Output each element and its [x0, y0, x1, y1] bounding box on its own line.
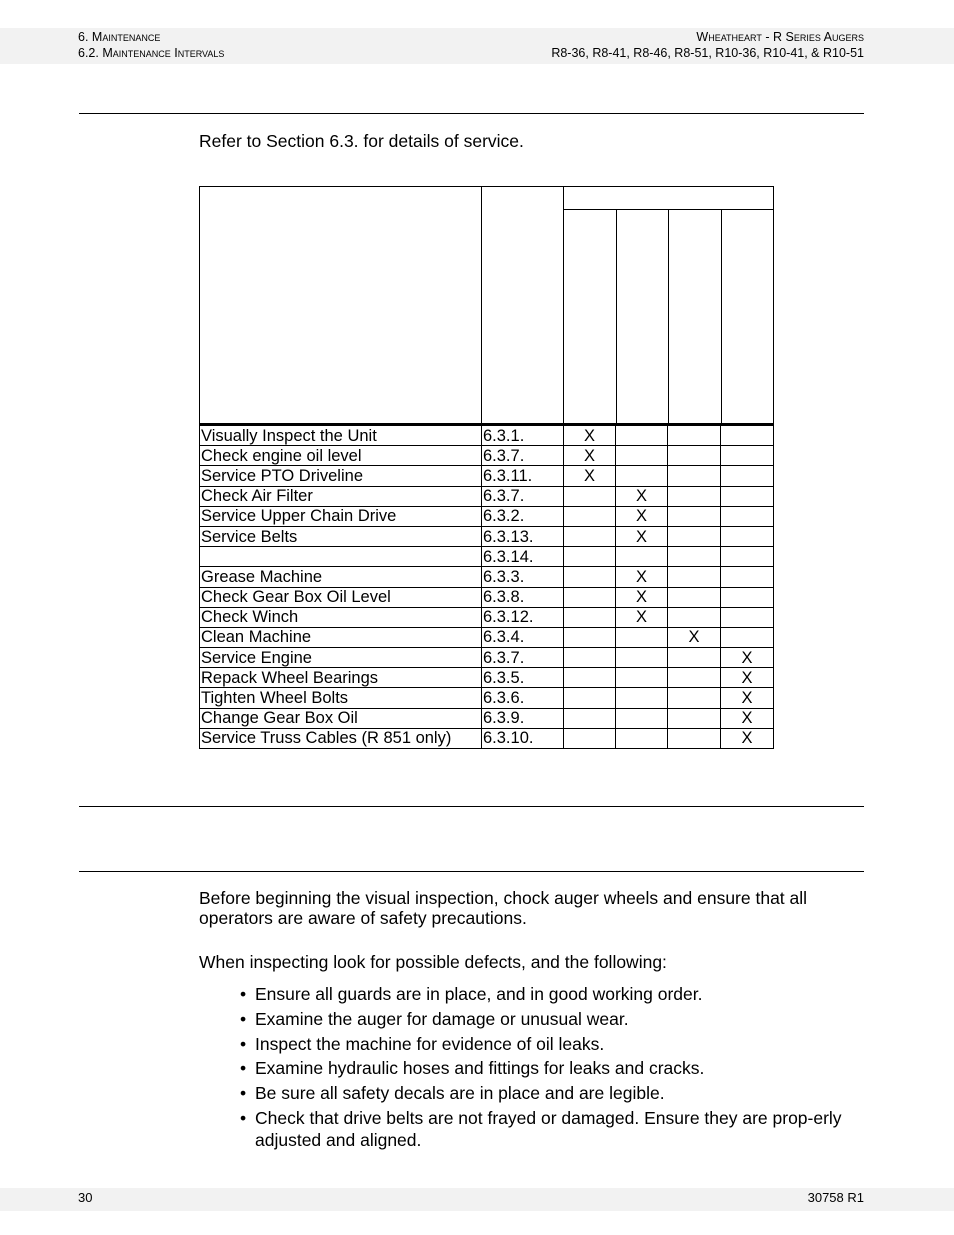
task-cell: Service PTO Driveline [200, 466, 482, 486]
interval-1-cell [564, 506, 616, 526]
bullet-icon: • [240, 1058, 247, 1079]
interval-4-cell [721, 567, 774, 587]
interval-3-cell [668, 425, 721, 446]
interval-1-cell: X [564, 446, 616, 466]
task-cell: Service Engine [200, 648, 482, 668]
header-product [551, 29, 864, 61]
section-ref-cell: 6.3.10. [482, 728, 564, 748]
section-ref-cell: 6.3.12. [482, 607, 564, 627]
section-ref-cell: 6.3.13. [482, 526, 564, 546]
interval-4-cell [721, 506, 774, 526]
task-cell [200, 547, 482, 567]
list-item [238, 983, 855, 1005]
list-item-text: Examine hydraulic hoses and fittings for leaks and cracks. [255, 1058, 705, 1079]
task-cell: Check Winch [200, 607, 482, 627]
interval-2-cell: X [616, 587, 668, 607]
interval-3-cell [668, 708, 721, 728]
interval-2-cell [616, 547, 668, 567]
list-item [238, 1033, 855, 1055]
interval-4-cell: X [721, 688, 774, 708]
task-cell: Repack Wheel Bearings [200, 668, 482, 688]
interval-3-cell [668, 688, 721, 708]
table-row [200, 627, 774, 647]
section-ref-cell: 6.3.9. [482, 708, 564, 728]
interval-4-cell [721, 486, 774, 506]
section-header-cell [482, 187, 564, 425]
bullet-icon: • [240, 1083, 247, 1104]
interval-2-cell [616, 627, 668, 647]
bullet-icon: • [240, 1008, 247, 1029]
interval-1-cell [564, 668, 616, 688]
inspection-intro: Before beginning the visual inspection, chock auger wheels and ensure that all operators are aware of safety precautions. [199, 888, 808, 928]
schedule-body [200, 425, 774, 749]
table-row [200, 425, 774, 446]
table-row [200, 547, 774, 567]
task-cell: Tighten Wheel Bolts [200, 688, 482, 708]
list-item-text: Check that drive belts are not frayed or damaged. Ensure they are prop-erly adjusted and aligned. [255, 1107, 842, 1150]
table-row [200, 446, 774, 466]
interval-1-cell [564, 728, 616, 748]
section-ref-cell: 6.3.5. [482, 668, 564, 688]
table-header-row [200, 187, 774, 425]
section-ref-cell: 6.3.7. [482, 446, 564, 466]
section-ref-cell: 6.3.7. [482, 486, 564, 506]
product-title: Wheatheart - R Series Augers [696, 30, 864, 44]
interval-4-cell [721, 627, 774, 647]
bullet-icon: • [240, 1033, 247, 1054]
product-models: R8-36, R8-41, R8-46, R8-51, R10-36, R10-41, & R10-51 [551, 46, 864, 60]
section-ref-cell: 6.3.1. [482, 425, 564, 446]
interval-3-cell [668, 526, 721, 546]
list-item [238, 1057, 855, 1079]
section-ref-cell: 6.3.4. [482, 627, 564, 647]
interval-3-cell [668, 648, 721, 668]
inspection-checklist [238, 983, 855, 1154]
interval-1-cell [564, 708, 616, 728]
interval-4-cell [721, 607, 774, 627]
interval-2-cell [616, 648, 668, 668]
task-cell: Service Belts [200, 526, 482, 546]
table-row [200, 567, 774, 587]
task-cell: Visually Inspect the Unit [200, 425, 482, 446]
list-item-text: Be sure all safety decals are in place and are legible. [255, 1083, 665, 1104]
interval-3-cell [668, 446, 721, 466]
interval-1-cell [564, 607, 616, 627]
frequency-header-cell [564, 187, 774, 425]
interval-4-cell [721, 446, 774, 466]
interval-2-cell [616, 688, 668, 708]
intro-text: Refer to Section 6.3. for details of service. [199, 131, 524, 151]
section-ref-cell: 6.3.14. [482, 547, 564, 567]
section-ref-cell: 6.3.3. [482, 567, 564, 587]
interval-4-cell [721, 526, 774, 546]
table-row [200, 728, 774, 748]
interval-2-cell: X [616, 506, 668, 526]
table-row [200, 526, 774, 546]
interval-2-cell: X [616, 486, 668, 506]
interval-2-cell: X [616, 526, 668, 546]
task-cell: Change Gear Box Oil [200, 708, 482, 728]
interval-1-cell: X [564, 466, 616, 486]
frequency-col-3 [668, 210, 721, 423]
table-row [200, 708, 774, 728]
interval-3-cell [668, 607, 721, 627]
interval-1-cell [564, 648, 616, 668]
section-ref-cell: 6.3.6. [482, 688, 564, 708]
table-row [200, 506, 774, 526]
interval-1-cell [564, 688, 616, 708]
interval-4-cell [721, 466, 774, 486]
task-cell: Check Gear Box Oil Level [200, 587, 482, 607]
interval-2-cell [616, 708, 668, 728]
list-item-text: Inspect the machine for evidence of oil leaks. [255, 1033, 605, 1054]
section-heading: 6. Maintenance [78, 30, 161, 44]
section-ref-cell: 6.3.7. [482, 648, 564, 668]
inspection-lead: When inspecting look for possible defects, and the following: [199, 952, 667, 972]
table-row [200, 486, 774, 506]
interval-3-cell: X [668, 627, 721, 647]
section-rule [79, 113, 864, 114]
bullet-icon: • [240, 984, 247, 1004]
interval-2-cell: X [616, 607, 668, 627]
interval-2-cell [616, 446, 668, 466]
interval-3-cell [668, 567, 721, 587]
interval-3-cell [668, 486, 721, 506]
frequency-col-4 [721, 210, 774, 423]
task-cell: Grease Machine [200, 567, 482, 587]
interval-2-cell [616, 728, 668, 748]
interval-2-cell [616, 466, 668, 486]
interval-2-cell [616, 668, 668, 688]
interval-1-cell [564, 627, 616, 647]
frequency-col-1 [564, 210, 616, 423]
section-ref-cell: 6.3.11. [482, 466, 564, 486]
interval-4-cell: X [721, 728, 774, 748]
section-rule-3 [79, 871, 864, 872]
task-cell: Service Upper Chain Drive [200, 506, 482, 526]
interval-3-cell [668, 587, 721, 607]
list-item-text: Examine the auger for damage or unusual wear. [255, 1008, 629, 1029]
task-cell: Check engine oil level [200, 446, 482, 466]
interval-4-cell [721, 425, 774, 446]
list-item [238, 1008, 855, 1030]
interval-2-cell: X [616, 567, 668, 587]
list-item [238, 1107, 855, 1151]
table-row [200, 466, 774, 486]
interval-1-cell [564, 526, 616, 546]
interval-3-cell [668, 728, 721, 748]
subsection-heading: 6.2. Maintenance Intervals [78, 46, 225, 60]
task-header-cell [200, 187, 482, 425]
interval-3-cell [668, 668, 721, 688]
table-row [200, 607, 774, 627]
interval-4-cell: X [721, 708, 774, 728]
task-cell: Check Air Filter [200, 486, 482, 506]
header-section [78, 29, 224, 61]
interval-1-cell [564, 486, 616, 506]
table-row [200, 688, 774, 708]
task-cell: Service Truss Cables (R 851 only) [200, 728, 482, 748]
list-item [238, 1082, 855, 1104]
table-row [200, 648, 774, 668]
bullet-icon: • [240, 1107, 247, 1128]
interval-4-cell: X [721, 668, 774, 688]
table-row [200, 587, 774, 607]
table-row [200, 668, 774, 688]
interval-4-cell: X [721, 648, 774, 668]
interval-1-cell: X [564, 425, 616, 446]
interval-4-cell [721, 587, 774, 607]
task-cell: Clean Machine [200, 627, 482, 647]
interval-3-cell [668, 547, 721, 567]
interval-1-cell [564, 547, 616, 567]
section-ref-cell: 6.3.8. [482, 587, 564, 607]
page-number: 30 [78, 1190, 93, 1205]
section-ref-cell: 6.3.2. [482, 506, 564, 526]
interval-2-cell [616, 425, 668, 446]
document-number: 30758 R1 [807, 1190, 864, 1205]
frequency-group-header [564, 187, 773, 210]
interval-1-cell [564, 567, 616, 587]
interval-3-cell [668, 466, 721, 486]
section-rule-2 [79, 806, 864, 807]
list-item-text: Ensure all guards are in place, and in good working order. [255, 984, 703, 1004]
interval-4-cell [721, 547, 774, 567]
interval-3-cell [668, 506, 721, 526]
maintenance-schedule-table [199, 186, 774, 749]
interval-1-cell [564, 587, 616, 607]
frequency-col-2 [616, 210, 669, 423]
